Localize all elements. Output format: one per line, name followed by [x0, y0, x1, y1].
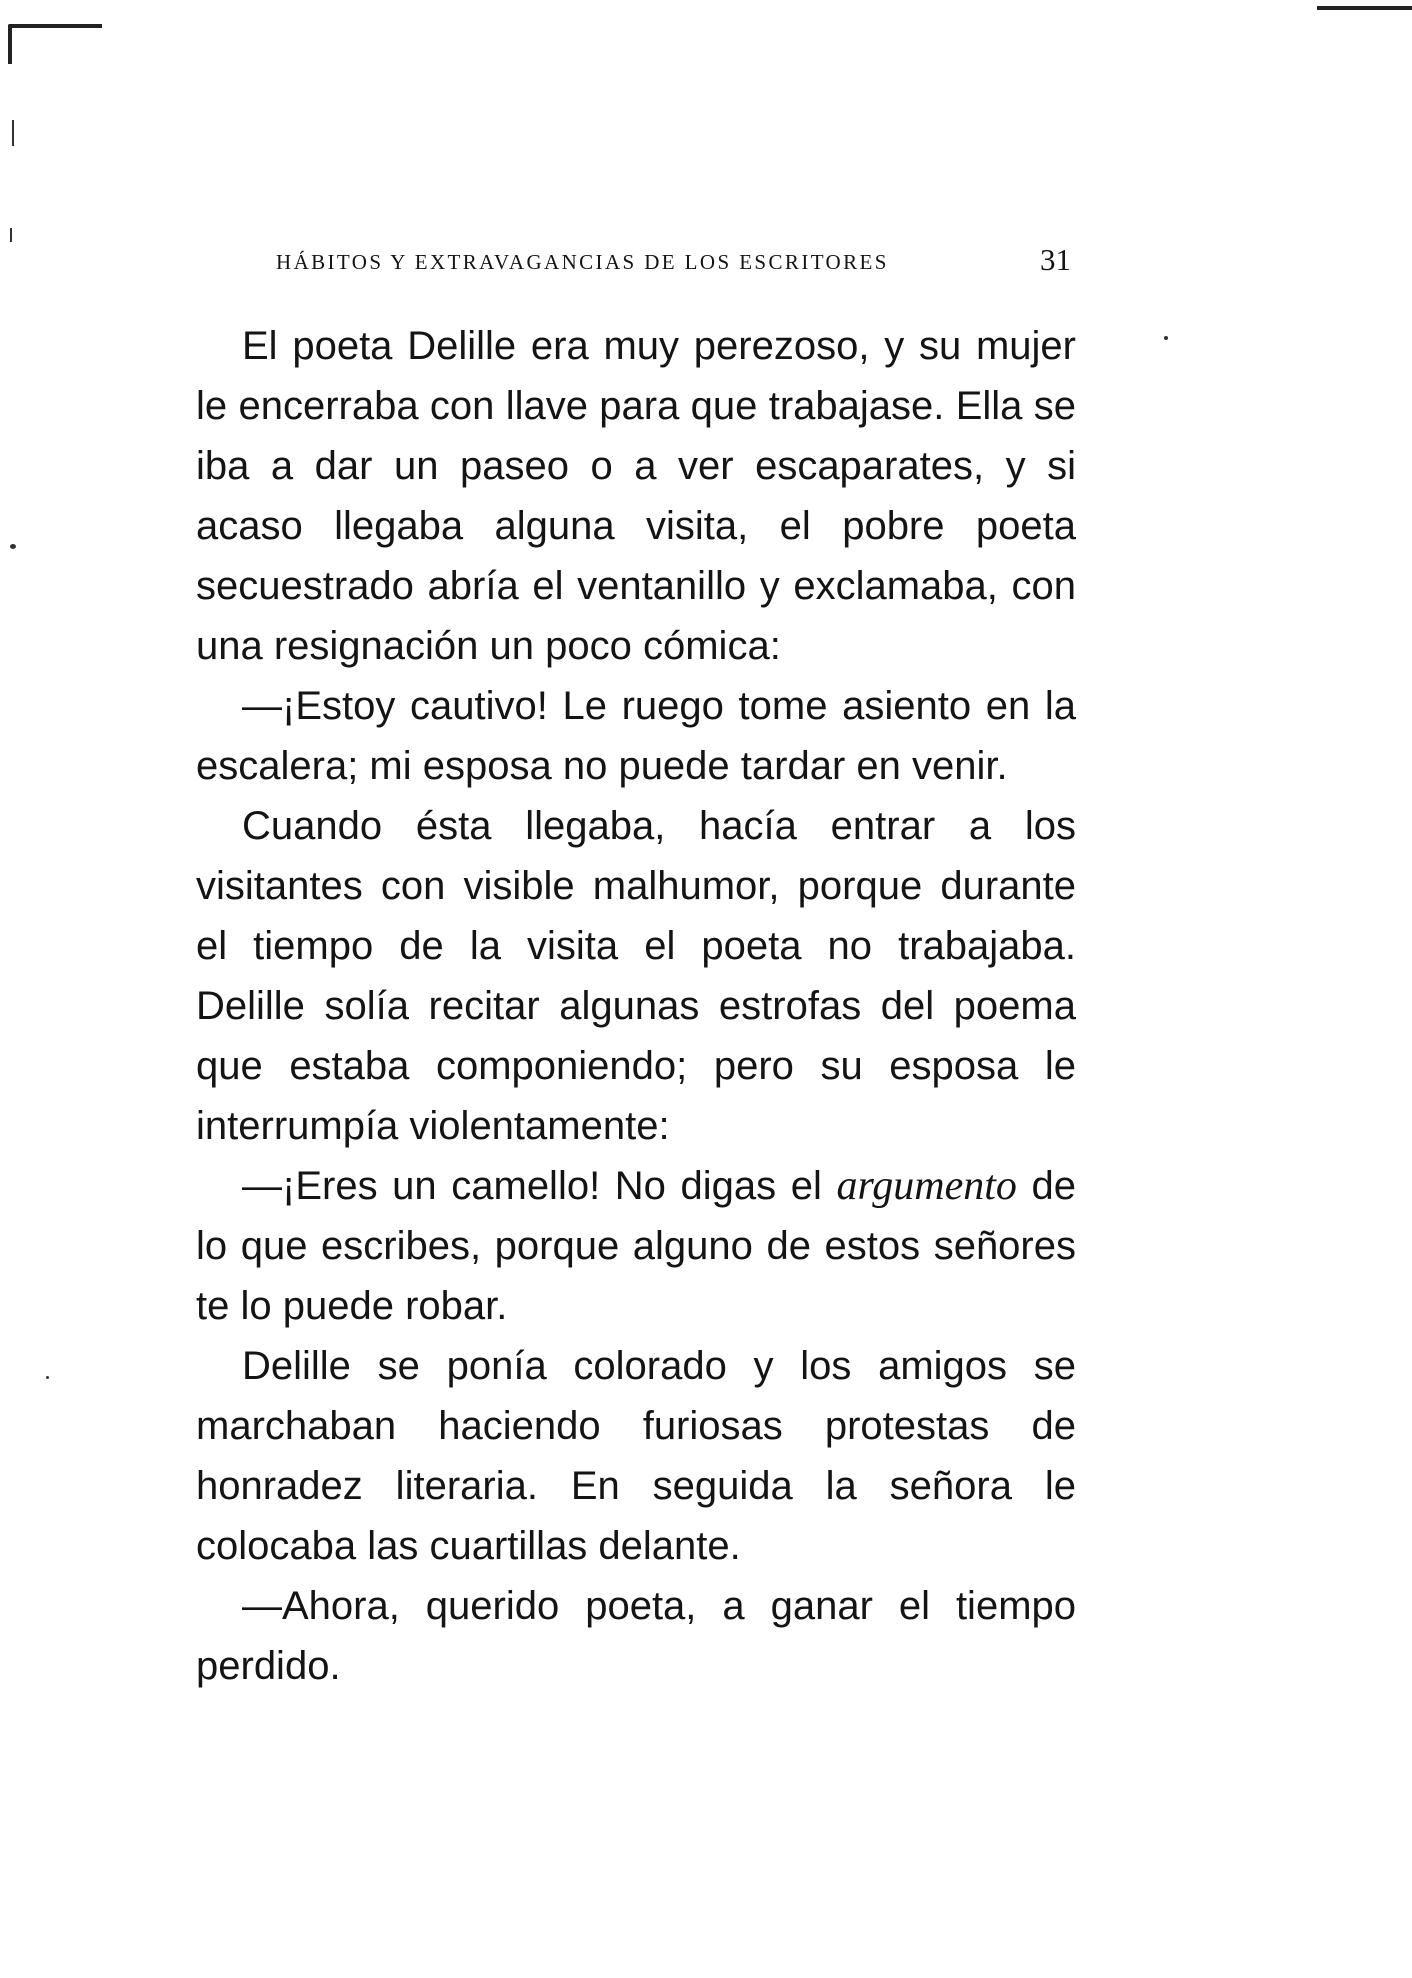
scan-speck [10, 544, 16, 549]
paragraph-4-text-start: —¡Eres un camello! No digas el [242, 1164, 837, 1208]
scan-corner-mark [8, 24, 102, 64]
scan-speck [46, 1376, 49, 1379]
body-text [196, 316, 1076, 1696]
paragraph-3: Cuando ésta llegaba, hacía entrar a los visitantes con visible malhumor, porque durante el tiempo de la visita el poeta no trabajaba. Delille solía recitar algunas estrofas del poema que estaba componiendo; pero su esposa le interrumpía violentamente: [196, 804, 1076, 1148]
paragraph-2: —¡Estoy cautivo! Le ruego tome asiento en la escalera; mi esposa no puede tardar en venir. [196, 684, 1076, 788]
scan-speck [10, 228, 12, 242]
paragraph-4-text-end: de lo que escribes, porque alguno de estos señores te lo puede robar. [196, 1164, 1076, 1328]
paragraph-1: El poeta Delille era muy perezoso, y su mujer le encerraba con llave para que trabajase. Ella se iba a dar un paseo o a ver escaparates, y si acaso llegaba alguna visita, el pobre poeta secuestrado abría el ventanillo y exclamaba, con una resignación un poco cómica: [196, 324, 1076, 668]
paragraph-4 [196, 1156, 1076, 1336]
scan-speck [12, 120, 14, 146]
page-number: 31 [1040, 242, 1071, 277]
scan-speck [1164, 336, 1168, 340]
scan-edge-mark [1317, 6, 1412, 10]
paragraph-6: —Ahora, querido poeta, a ganar el tiempo perdido. [196, 1584, 1076, 1688]
paragraph-4-italic-word: argumento [836, 1163, 1017, 1209]
page-header [276, 244, 1076, 284]
paragraph-5: Delille se ponía colorado y los amigos se marchaban haciendo furiosas protestas de honradez literaria. En seguida la señora le colocaba las cuartillas delante. [196, 1344, 1076, 1568]
running-head: HÁBITOS Y EXTRAVAGANCIAS DE LOS ESCRITORES [276, 250, 889, 274]
